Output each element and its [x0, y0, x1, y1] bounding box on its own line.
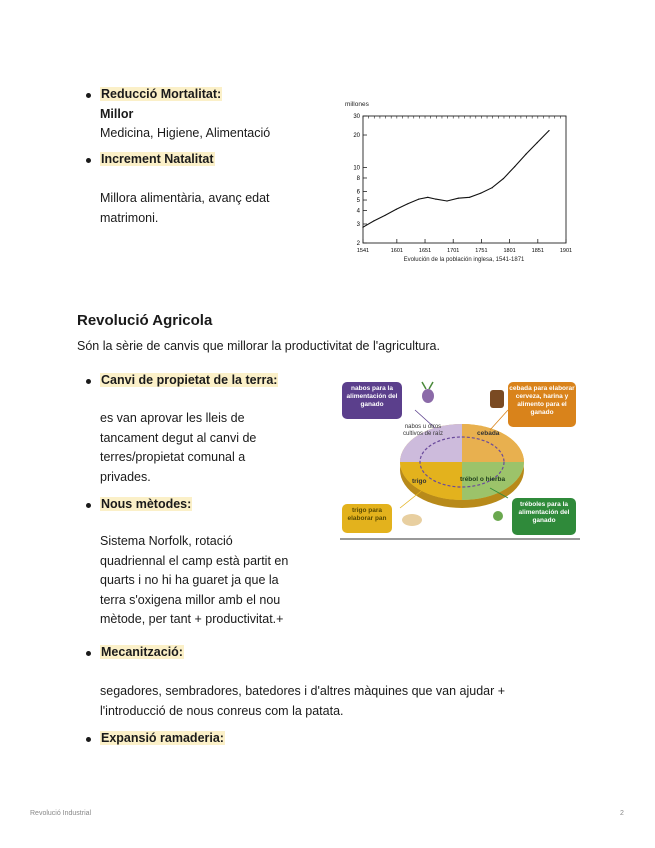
bullet	[86, 503, 91, 508]
data-point	[503, 178, 504, 179]
label-trebol: trébol o hierba	[460, 476, 506, 483]
box-trigo: trigo para elaborar pan	[342, 504, 392, 533]
x-tick-label: 1601	[390, 248, 403, 254]
y-tick-label: 20	[353, 133, 360, 140]
list-item	[100, 85, 270, 144]
plot-frame	[363, 116, 566, 243]
x-tick-label: 1651	[418, 248, 432, 254]
data-point	[435, 198, 436, 199]
data-point	[537, 142, 538, 143]
item-title: Reducció Mortalitat:	[101, 87, 222, 101]
y-tick-label: 6	[356, 189, 360, 196]
list-item	[100, 643, 184, 663]
list-item	[100, 150, 215, 170]
data-point	[362, 227, 363, 228]
x-tick-label: 1901	[559, 248, 573, 254]
label-cebada: cebada	[477, 430, 500, 437]
page-number: 2	[620, 810, 624, 817]
item-title: Expansió ramaderia:	[101, 731, 224, 745]
item-body: segadores, sembradores, batedores i d'altres màquines que van ajudar + l'introducció de nous conreus com la patata.	[100, 684, 506, 718]
data-point	[514, 166, 515, 167]
item-body: es van aprovar les lleis de tancament degut al canvi de terres/propietat comunal a privades.	[100, 411, 257, 484]
y-tick-label: 10	[353, 165, 360, 172]
data-point	[373, 220, 374, 221]
item-body: Sistema Norfolk, rotació quadriennal el camp està partit en quarts i no hi ha guaret ja que la terra s'oxigena millor amb el nou mètode, per tant + productivitat.+	[100, 534, 289, 626]
data-point	[396, 209, 397, 210]
y-tick-label: 3	[356, 221, 360, 228]
population-chart	[340, 98, 580, 270]
clover-icon	[493, 511, 503, 521]
item-body: Medicina, Higiene, Alimentació	[100, 126, 271, 140]
box-trebol: tréboles para la alimentación del ganado	[512, 498, 576, 535]
item-body: Millora alimentària, avanç edat matrimoni.	[100, 191, 270, 225]
label-trigo: trigo	[412, 478, 427, 485]
norfolk-diagram	[340, 380, 580, 540]
x-tick-label: 1801	[503, 248, 516, 254]
x-tick-label: 1851	[531, 248, 544, 254]
data-point	[384, 215, 385, 216]
quadrant-trigo	[400, 462, 462, 500]
y-tick-label: 4	[356, 208, 360, 215]
data-point	[458, 198, 459, 199]
data-point	[525, 154, 526, 155]
item-title: Mecanització:	[101, 645, 183, 659]
bullet	[86, 158, 91, 163]
data-point	[548, 130, 549, 131]
bullet	[86, 93, 91, 98]
list-item	[100, 729, 225, 749]
chart-ylabel: millones	[345, 101, 369, 108]
section-heading: Revolució Agricola	[77, 312, 213, 329]
item-title: Canvi de propietat de la terra:	[101, 373, 278, 387]
item-title: Increment Natalitat	[101, 152, 214, 166]
y-tick-label: 5	[356, 198, 360, 205]
y-tick-label: 8	[356, 175, 360, 182]
list-item	[100, 495, 192, 515]
bullet	[86, 737, 91, 742]
data-point	[446, 200, 447, 201]
bullet	[86, 651, 91, 656]
label-nabos: nabos u otros cultivos de raíz	[402, 424, 444, 437]
y-tick-label: 30	[353, 114, 360, 120]
bullet	[86, 379, 91, 384]
series-line	[363, 131, 549, 228]
item-title: Nous mètodes:	[101, 497, 192, 511]
footer-title: Revolució Industrial	[30, 810, 92, 817]
data-point	[427, 197, 428, 198]
chart-title: Evolución de la población inglesa, 1541-1871	[403, 257, 525, 263]
box-nabos: nabos para la alimentación del ganado	[342, 382, 402, 419]
data-point	[407, 203, 408, 204]
bread-icon	[402, 514, 422, 526]
data-point	[480, 192, 481, 193]
item-subtitle: Millor	[100, 106, 134, 121]
x-tick-label: 1541	[356, 248, 370, 254]
data-point	[492, 187, 493, 188]
list-item	[100, 371, 278, 391]
y-tick-label: 2	[356, 241, 360, 247]
box-cebada: cebada para elaborar cerveza, harina y alimento para el ganado	[508, 382, 576, 427]
turnip-icon	[422, 389, 434, 403]
barrel-icon	[490, 390, 504, 408]
data-point	[469, 197, 470, 198]
x-tick-label: 1751	[475, 248, 488, 254]
data-point	[418, 198, 419, 199]
x-tick-label: 1701	[447, 248, 460, 254]
section-intro: Són la sèrie de canvis que millorar la productivitat de l'agricultura.	[77, 339, 440, 353]
